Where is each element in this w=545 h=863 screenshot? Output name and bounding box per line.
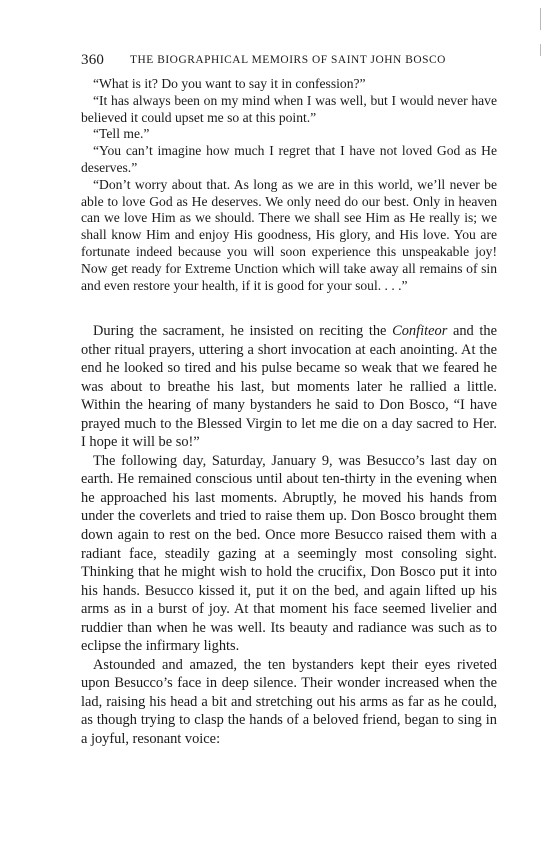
scan-edge-mark — [540, 44, 541, 56]
paragraph-text: During the sacrament, he insisted on reciting the — [93, 323, 393, 339]
page-header — [81, 52, 497, 72]
page-number: 360 — [81, 52, 105, 68]
dialogue-line: “Tell me.” — [93, 126, 150, 142]
dialogue-line: “It has always been on my mind when I was well, but I would never have believed it could upset me so at this point.” — [81, 92, 497, 125]
dialogue-line: “Don’t worry about that. As long as we are in this world, we’ll never be able to love God as He deserves. We only need do our best. Only in heaven can we love Him as we should. There we shall see Him as He really is; we shall know Him and enjoy His goodness, His glory, and His love. You are fortunate indeed because you will soon experience this unspeakable joy! Now get ready for Extreme Unction which will take away all remains of sin and even restore your health, if it is good for your soul. . . .” — [81, 176, 497, 293]
paragraph-sacrament — [81, 322, 497, 452]
dialogue-line: “You can’t imagine how much I regret that I have not loved God as He deserves.” — [81, 143, 497, 175]
paragraph-last-day: The following day, Saturday, January 9, was Besucco’s last day on earth. He remained conscious until about ten-thirty in the evening when he approached his last moments. Abruptly, he moved his hands from under the coverlets and tried to raise them up. Don Bosco brought them down again to rest on the bed. Once more Besucco raised them with a radiant face, steadily gazing at a seemingly most consoling sight. Thinking that he might wish to hold the crucifix, Don Bosco put it into his hands. Besucco kissed it, put it on the bed, and again lifted up his arms as in a burst of joy. At that moment his face seemed livelier and ruddier than when he was well. Its beauty and radiance was such as to eclipse the infirmary lights. — [81, 452, 497, 655]
paragraph-text: and the other ritual prayers, uttering a short invocation at each anointing. At the end he looked so tired and his pulse became so weak that we feared he was about to breathe his last, but moments later he rallied a little. Within the hearing of many bystanders he said to Don Bosco, “I have prayed much to the Blessed Virgin to let me die on a day sacred to Her. I hope it will be so!” — [81, 323, 497, 451]
scan-edge-mark — [540, 8, 541, 30]
running-title: THE BIOGRAPHICAL MEMOIRS OF SAINT JOHN BOSCO — [130, 54, 446, 66]
italic-term: Confiteor — [392, 323, 448, 339]
paragraph-bystanders: Astounded and amazed, the ten bystanders kept their eyes riveted upon Besucco’s face in deep silence. Their wonder increased when the lad, raising his head a bit and stretching out his arms as far as he could, as though trying to clasp the hands of a beloved friend, began to sing in a joyful, resonant voice: — [81, 656, 497, 748]
dialogue-line: “What is it? Do you want to say it in confession?” — [93, 76, 366, 91]
narrative-block — [81, 322, 497, 749]
dialogue-block — [81, 76, 497, 294]
